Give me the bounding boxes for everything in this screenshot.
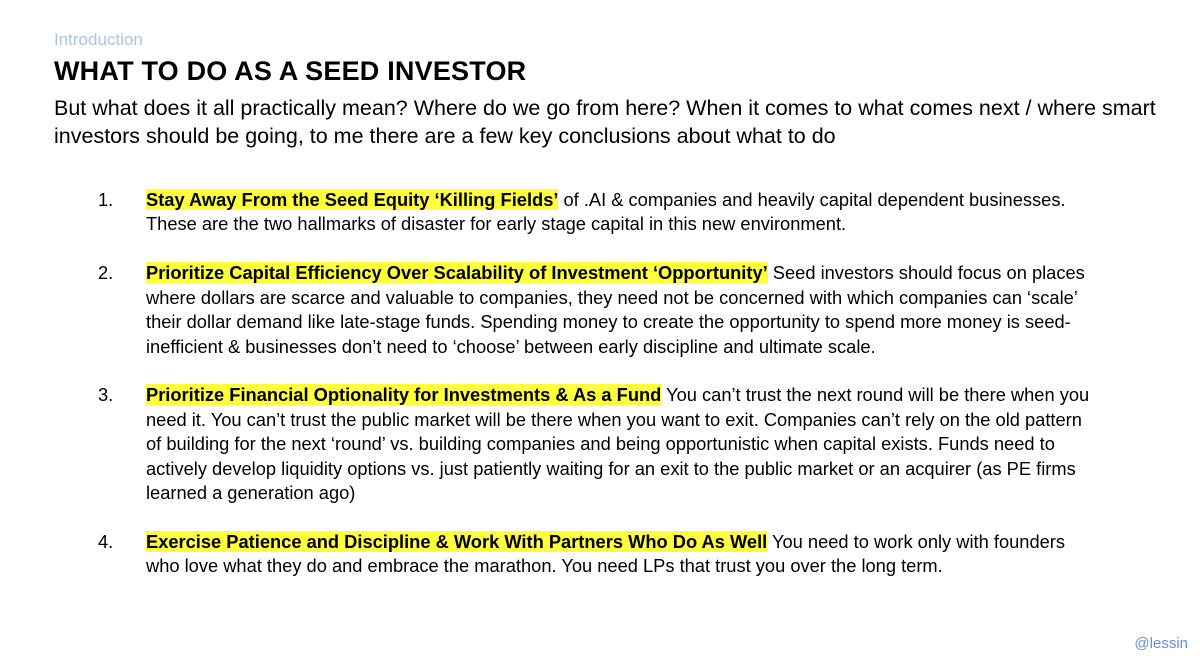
slide-title: WHAT TO DO AS A SEED INVESTOR xyxy=(54,56,527,86)
list-item xyxy=(98,188,1098,237)
item-body: Seed investors should focus on places where dollars are scarce and valuable to companies, they need not be concerned with which companies can ‘scale’ their dollar demand like late-stage funds. Spending money to create the opportunity to spend more money is seed-inefficient & businesses don’t need to ‘choose’ between early discipline and ultimate scale. xyxy=(146,262,1085,357)
item-heading: Prioritize Financial Optionality for Investments & As a Fund xyxy=(146,384,662,406)
list-item xyxy=(98,383,1098,505)
author-handle: @lessin xyxy=(1134,635,1188,652)
list-item xyxy=(98,261,1098,359)
section-label: Introduction xyxy=(54,30,143,49)
item-heading: Stay Away From the Seed Equity ‘Killing Fields’ xyxy=(146,189,559,210)
intro-paragraph: But what does it all practically mean? Where do we go from here? When it comes to what comes next / where smart investors should be going, to me there are a few key conclusions about what to do xyxy=(54,96,1156,148)
item-number: 2. xyxy=(98,262,114,284)
item-heading: Exercise Patience and Discipline & Work With Partners Who Do As Well xyxy=(146,530,768,552)
item-body: You need to work only with founders who love what they do and embrace the marathon. You need LPs that trust you over the long term. xyxy=(146,530,1066,577)
item-body: You can’t trust the next round will be there when you need it. You can’t trust the public market will be there when you want to exit. Companies can’t rely on the old pattern of building for the next ‘round’ vs. building companies and being opportunistic when capital exists. Funds need to actively develop liquidity options vs. just patiently waiting for an exit to the public market or an acquirer (as PE firms learned a generation ago) xyxy=(146,384,1090,504)
item-number: 3. xyxy=(98,384,114,406)
conclusions-list xyxy=(98,188,1098,579)
item-number: 4. xyxy=(98,530,114,552)
list-item xyxy=(98,530,1098,579)
item-number: 1. xyxy=(98,189,114,210)
item-body: of .AI & companies and heavily capital dependent businesses. These are the two hallmarks of disaster for early stage capital in this new environment. xyxy=(146,189,1066,235)
item-heading: Prioritize Capital Efficiency Over Scalability of Investment ‘Opportunity’ xyxy=(146,262,768,284)
